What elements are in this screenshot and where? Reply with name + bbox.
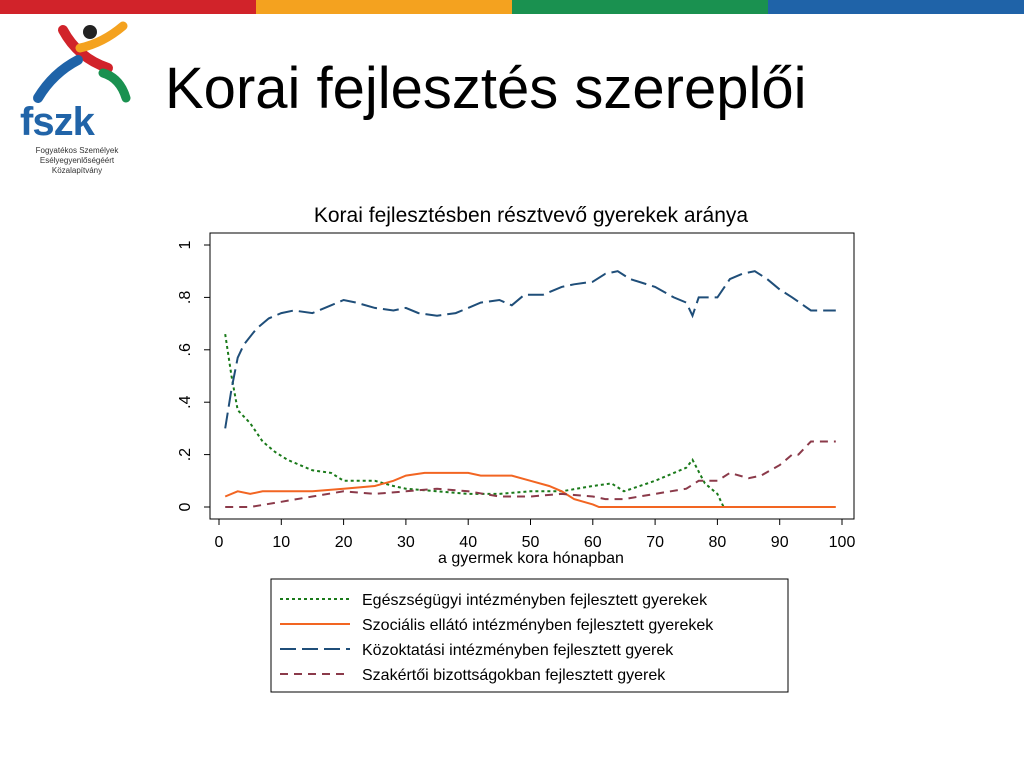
x-tick-label: 60 xyxy=(583,534,602,551)
x-axis xyxy=(215,519,856,551)
logo-subtitle-2: Esélyegyenlőségéért xyxy=(39,156,115,165)
series-line-1 xyxy=(225,334,723,507)
legend-label: Közoktatási intézményben fejlesztett gyerek xyxy=(362,642,674,659)
slide-title: Korai fejlesztés szereplői xyxy=(165,56,807,121)
series-line-4 xyxy=(225,442,836,508)
x-tick-label: 0 xyxy=(214,534,224,551)
series-line-2 xyxy=(225,473,836,507)
x-axis-label: a gyermek kora hónapban xyxy=(438,550,624,567)
x-tick-label: 20 xyxy=(334,534,353,551)
x-tick-label: 40 xyxy=(459,534,478,551)
x-tick-label: 70 xyxy=(646,534,664,551)
x-tick-label: 30 xyxy=(397,534,415,551)
chart-title: Korai fejlesztésben résztvevő gyerekek aránya xyxy=(313,204,749,227)
x-tick-label: 90 xyxy=(770,534,789,551)
plot-frame xyxy=(210,233,854,519)
y-tick-label: .8 xyxy=(177,290,194,305)
legend-label: Szociális ellátó intézményben fejlesztett gyerekek xyxy=(362,617,714,634)
logo-subtitle-3: Közalapítvány xyxy=(51,166,103,175)
x-tick-label: 10 xyxy=(272,534,291,551)
y-tick-label: .4 xyxy=(177,395,194,409)
x-tick-label: 80 xyxy=(708,534,727,551)
y-tick-label: 1 xyxy=(177,240,194,250)
series-line-3 xyxy=(225,271,836,428)
series-layer xyxy=(225,271,836,507)
x-tick-label: 100 xyxy=(828,534,856,551)
x-tick-label: 50 xyxy=(521,534,540,551)
y-tick-label: .2 xyxy=(177,447,194,462)
legend-label: Egészségügyi intézményben fejlesztett gyerekek xyxy=(362,592,708,609)
y-axis xyxy=(177,240,210,511)
logo-subtitle-1: Fogyatékos Személyek xyxy=(35,146,119,155)
logo-name: fszk xyxy=(20,100,94,144)
y-tick-label: 0 xyxy=(177,502,194,512)
legend-label: Szakértői bizottságokban fejlesztett gyerek xyxy=(362,667,666,684)
y-tick-label: .6 xyxy=(177,343,194,357)
